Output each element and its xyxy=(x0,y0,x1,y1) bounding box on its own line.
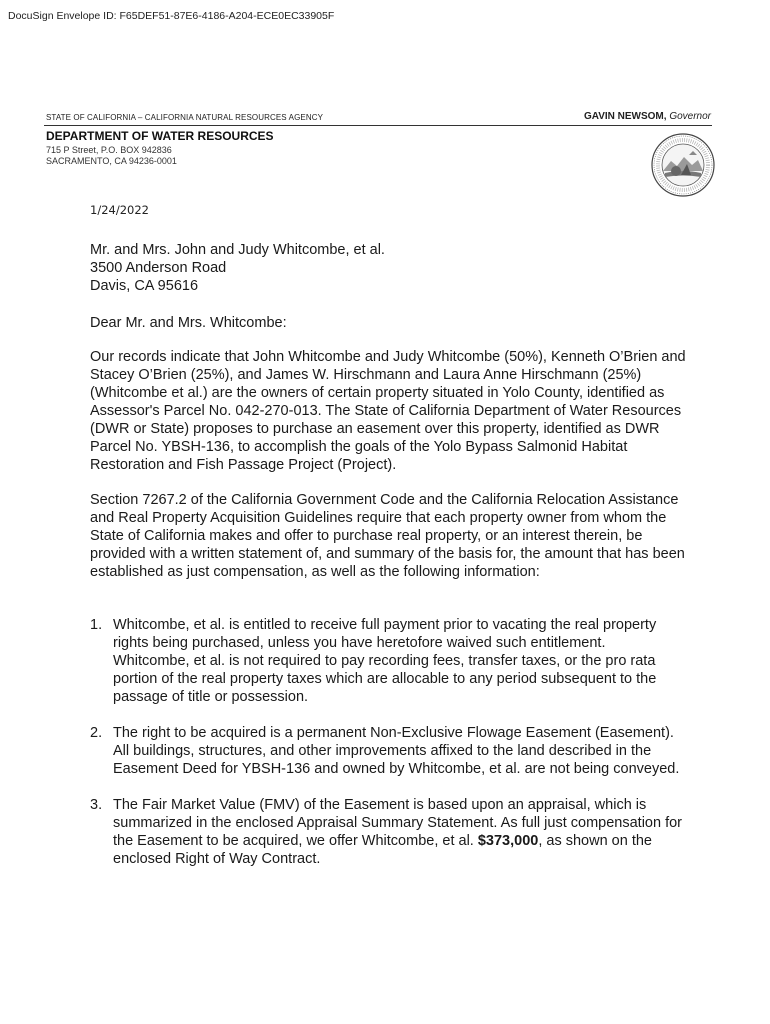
address-line-1: 715 P Street, P.O. BOX 942836 xyxy=(46,145,172,155)
list-number: 2. xyxy=(90,725,103,741)
list-text: Whitcombe, et al. is entitled to receive full payment prior to vacating the real property rights being purchased, unless you have heretofore waived such entitlement. Whitcombe, et al. is not required to pay recording fees, transfer taxes, or the pro rata portion of the real property taxes which are allocable to any period subsequent to the passage of title or possession. xyxy=(113,617,657,705)
state-seal-icon xyxy=(651,133,715,197)
list-number: 3. xyxy=(90,797,103,813)
salutation: Dear Mr. and Mrs. Whitcombe: xyxy=(90,315,287,331)
list-text-after: , as shown on the enclosed Right of Way Contract. xyxy=(113,833,653,867)
department-name: DEPARTMENT OF WATER RESOURCES xyxy=(46,129,274,143)
list-number: 1. xyxy=(90,617,103,633)
body-paragraph: Our records indicate that John Whitcombe and Judy Whitcombe (50%), Kenneth O’Brien and Stacey O’Brien (25%), and James W. Hirschmann and Laura Anne Hirschmann (25%) (Whitcombe et al.) are the owners of certain property situated in Yolo County, identified as Assessor's Parcel No. 042-270-013. The State of California Department of Water Resources (DWR or State) proposes to purchase an easement over this property, identified as DWR Parcel No. YBSH-136, to accomplish the goals of the Yolo Bypass Salmonid Habitat Restoration and Fish Passage Project (Project). xyxy=(90,349,686,473)
recipient-street: 3500 Anderson Road xyxy=(90,260,227,276)
recipient-city: Davis, CA 95616 xyxy=(90,278,199,294)
numbered-list xyxy=(90,616,686,886)
governor-title: Governor xyxy=(669,111,711,122)
list-item xyxy=(90,796,686,868)
list-text-container xyxy=(113,796,686,868)
address-line-2: SACRAMENTO, CA 94236-0001 xyxy=(46,156,177,166)
body-paragraph: Section 7267.2 of the California Government Code and the California Relocation Assistance and Real Property Acquisition Guidelines require that each property owner from whom the State of California makes and offer to purchase real property, or an interest therein, be provided with a written statement of, and summary of the basis for, the amount that has been established as just compensation, as well as the following information: xyxy=(90,492,685,580)
agency-line: STATE OF CALIFORNIA – CALIFORNIA NATURAL RESOURCES AGENCY xyxy=(46,113,324,122)
list-text: The Fair Market Value (FMV) of the Easement is based upon an appraisal, which is summarized in the enclosed Appraisal Summary Statement. As full just compensation for the Easement to be acquired, we offer Whitcombe, et al. xyxy=(113,797,682,849)
offer-amount: $373,000 xyxy=(477,833,539,849)
recipient-name: Mr. and Mrs. John and Judy Whitcombe, et al. xyxy=(90,242,385,258)
recipient-address xyxy=(90,241,686,295)
department-address xyxy=(46,145,177,167)
list-item xyxy=(90,724,686,778)
letterhead-divider xyxy=(44,125,712,126)
letter-date: 1/24/2022 xyxy=(90,203,149,217)
list-item xyxy=(90,616,686,706)
governor-line xyxy=(584,111,711,122)
list-text: The right to be acquired is a permanent Non-Exclusive Flowage Easement (Easement). All buildings, structures, and other improvements affixed to the land described in the Easement Deed for YBSH-136 and owned by Whitcombe, et al. are not being conveyed. xyxy=(113,725,680,777)
governor-name: GAVIN NEWSOM, xyxy=(583,111,667,122)
envelope-id: DocuSign Envelope ID: F65DEF51-87E6-4186-A204-ECE0EC33905F xyxy=(8,10,335,22)
